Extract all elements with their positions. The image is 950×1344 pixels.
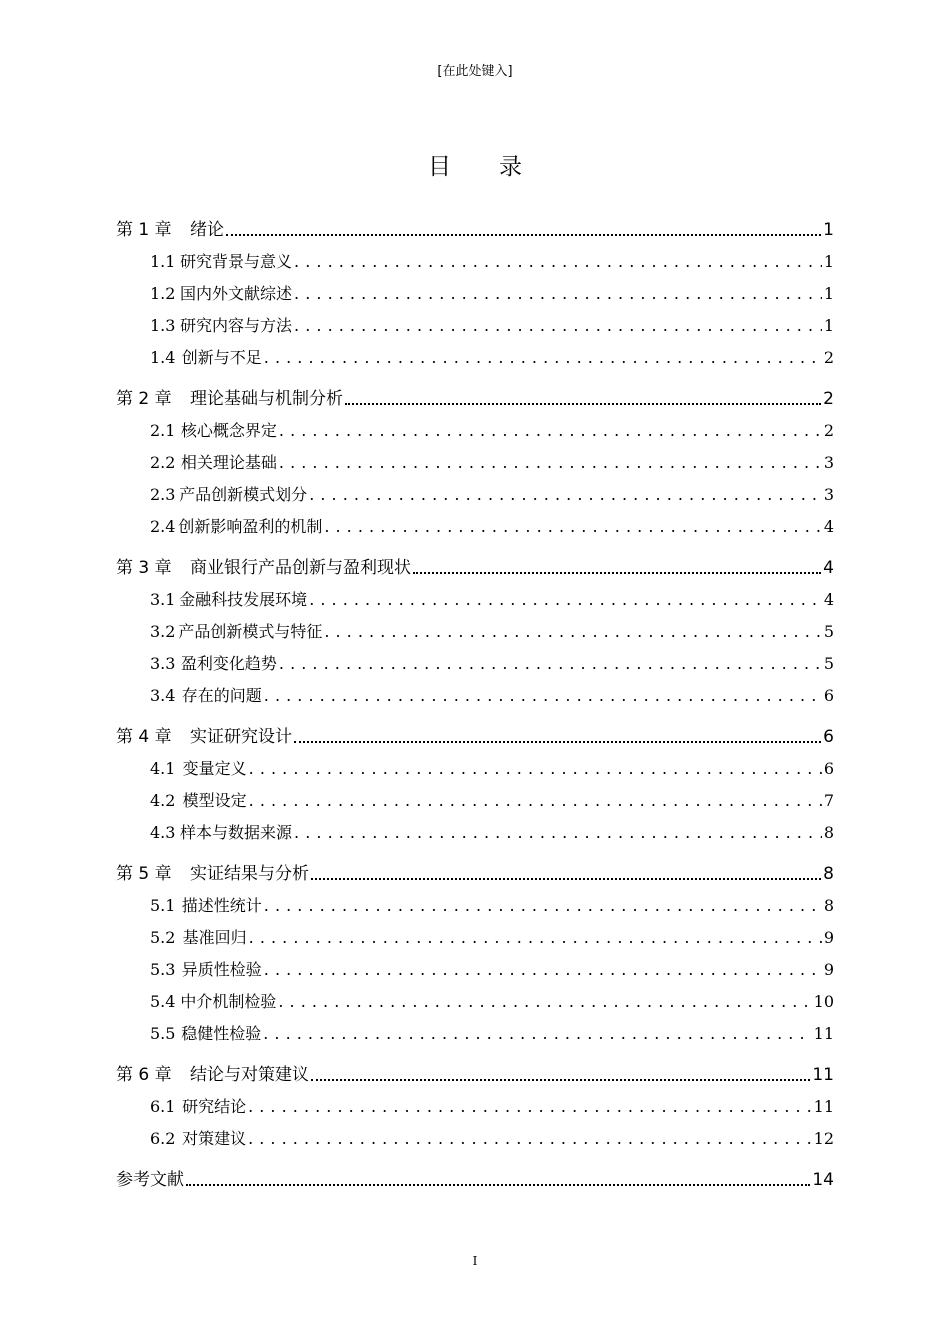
toc-section-entry[interactable]: [116, 1123, 834, 1155]
dot-leader: [186, 1184, 810, 1186]
section-page-number: 4: [823, 590, 834, 609]
section-number: 3.2: [150, 622, 176, 641]
section-number: 2.3: [150, 485, 176, 504]
section-title: 基准回归: [182, 928, 247, 947]
dot-leader: [324, 616, 821, 648]
dot-leader: [309, 479, 822, 511]
dot-leader: [264, 954, 822, 986]
section-title: 存在的问题: [181, 686, 262, 705]
chapter-page-number: 2: [823, 389, 834, 409]
dot-leader: [324, 511, 821, 543]
section-title: 研究内容与方法: [180, 316, 293, 335]
section-title: 创新影响盈利的机制: [178, 517, 323, 536]
section-page-number: 8: [823, 823, 834, 842]
section-page-number: 2: [823, 348, 834, 367]
toc-section-entry[interactable]: [116, 447, 834, 479]
section-number: 6.2: [150, 1129, 176, 1148]
chapter-number: 第 5 章: [116, 864, 172, 884]
section-title: 变量定义: [182, 759, 247, 778]
section-title: 盈利变化趋势: [180, 654, 277, 673]
dot-leader: [249, 753, 822, 785]
toc-chapter-entry[interactable]: [116, 721, 834, 753]
section-number: 4.3: [150, 823, 176, 842]
section-number: 2.4: [150, 517, 176, 536]
toc-section-entry[interactable]: [116, 616, 834, 648]
section-title: 国内外文献综述: [180, 284, 293, 303]
section-number: 4.2: [150, 791, 176, 810]
section-page-number: 7: [823, 791, 834, 810]
dot-leader: [248, 1091, 812, 1123]
section-title: 创新与不足: [181, 348, 262, 367]
chapter-number: 第 6 章: [116, 1065, 172, 1085]
toc-section-entry[interactable]: [116, 753, 834, 785]
dot-leader: [264, 680, 822, 712]
section-number: 4.1: [150, 759, 176, 778]
section-number: 1.3: [150, 316, 176, 335]
toc-section-entry[interactable]: [116, 986, 834, 1018]
dot-leader: [311, 1079, 810, 1081]
toc-chapter-entry[interactable]: [116, 383, 834, 415]
chapter-number: 第 1 章: [116, 220, 172, 240]
toc-references-entry[interactable]: [116, 1164, 834, 1196]
chapter-page-number: 8: [823, 864, 834, 884]
table-of-contents: [116, 214, 834, 1196]
chapter-title: 实证研究设计: [190, 727, 292, 747]
toc-section-entry[interactable]: [116, 680, 834, 712]
dot-leader: [294, 310, 822, 342]
section-number: 1.1: [150, 252, 176, 271]
chapter-page-number: 11: [812, 1065, 834, 1085]
section-page-number: 9: [823, 928, 834, 947]
toc-section-entry[interactable]: [116, 278, 834, 310]
section-title: 研究背景与意义: [180, 252, 293, 271]
toc-section-entry[interactable]: [116, 1018, 834, 1050]
toc-chapter-entry[interactable]: [116, 1059, 834, 1091]
dot-leader: [278, 986, 811, 1018]
section-number: 3.1: [150, 590, 176, 609]
section-number: 1.2: [150, 284, 176, 303]
chapter-page-number: 6: [823, 727, 834, 747]
section-title: 对策建议: [182, 1129, 247, 1148]
section-title: 模型设定: [182, 791, 247, 810]
section-page-number: 1: [823, 284, 834, 303]
dot-leader: [249, 922, 822, 954]
section-page-number: 3: [823, 485, 834, 504]
section-number: 3.3: [150, 654, 176, 673]
chapter-title: 绪论: [190, 220, 224, 240]
toc-section-entry[interactable]: [116, 890, 834, 922]
section-title: 研究结论: [182, 1097, 247, 1116]
dot-leader: [248, 1123, 812, 1155]
dot-leader: [279, 415, 822, 447]
section-page-number: 1: [823, 316, 834, 335]
dot-leader: [294, 278, 822, 310]
references-page-number: 14: [812, 1170, 834, 1190]
section-number: 5.4: [150, 992, 176, 1011]
section-page-number: 10: [813, 992, 834, 1011]
section-title: 稳健性检验: [181, 1024, 262, 1043]
section-number: 1.4: [150, 348, 176, 367]
chapter-title: 商业银行产品创新与盈利现状: [190, 558, 411, 578]
chapter-page-number: 4: [823, 558, 834, 578]
dot-leader: [226, 234, 821, 236]
section-page-number: 3: [823, 453, 834, 472]
toc-section-entry[interactable]: [116, 817, 834, 849]
section-page-number: 9: [823, 960, 834, 979]
section-number: 5.5: [150, 1024, 176, 1043]
toc-section-entry[interactable]: [116, 310, 834, 342]
references-title: 参考文献: [116, 1170, 184, 1190]
toc-section-entry[interactable]: [116, 415, 834, 447]
toc-section-entry[interactable]: [116, 648, 834, 680]
section-title: 相关理论基础: [180, 453, 277, 472]
chapter-title: 实证结果与分析: [190, 864, 309, 884]
section-page-number: 8: [823, 896, 834, 915]
section-page-number: 2: [823, 421, 834, 440]
section-number: 3.4: [150, 686, 176, 705]
section-page-number: 6: [823, 686, 834, 705]
section-title: 样本与数据来源: [180, 823, 293, 842]
dot-leader: [311, 878, 821, 880]
section-number: 2.2: [150, 453, 176, 472]
section-page-number: 4: [823, 517, 834, 536]
chapter-number: 第 2 章: [116, 389, 172, 409]
toc-chapter-entry[interactable]: [116, 552, 834, 584]
toc-section-entry[interactable]: [116, 584, 834, 616]
toc-section-entry[interactable]: [116, 954, 834, 986]
page-number-footer: I: [472, 1254, 478, 1268]
dot-leader: [264, 890, 822, 922]
dot-leader: [294, 741, 821, 743]
dot-leader: [294, 246, 822, 278]
dot-leader: [309, 584, 822, 616]
chapter-title: 结论与对策建议: [190, 1065, 309, 1085]
toc-section-entry[interactable]: [116, 922, 834, 954]
chapter-number: 第 3 章: [116, 558, 172, 578]
toc-chapter-entry[interactable]: [116, 214, 834, 246]
section-number: 5.3: [150, 960, 176, 979]
dot-leader: [264, 342, 822, 374]
section-page-number: 5: [823, 622, 834, 641]
section-title: 核心概念界定: [180, 421, 277, 440]
chapter-title: 理论基础与机制分析: [190, 389, 343, 409]
dot-leader: [249, 785, 822, 817]
section-title: 描述性统计: [181, 896, 262, 915]
toc-section-entry[interactable]: [116, 1091, 834, 1123]
dot-leader: [345, 403, 821, 405]
chapter-number: 第 4 章: [116, 727, 172, 747]
dot-leader: [413, 572, 821, 574]
section-number: 6.1: [150, 1097, 176, 1116]
toc-section-entry[interactable]: [116, 342, 834, 374]
section-page-number: 6: [823, 759, 834, 778]
dot-leader: [294, 817, 822, 849]
section-number: 5.1: [150, 896, 176, 915]
section-page-number: 1: [823, 252, 834, 271]
section-page-number: 5: [823, 654, 834, 673]
section-page-number: 11: [813, 1024, 834, 1043]
section-title: 产品创新模式划分: [179, 485, 308, 504]
dot-leader: [279, 648, 822, 680]
chapter-page-number: 1: [823, 220, 834, 240]
section-page-number: 11: [813, 1097, 834, 1116]
page-header: [在此处键入]: [437, 64, 513, 79]
toc-section-entry[interactable]: [116, 785, 834, 817]
toc-chapter-entry[interactable]: [116, 858, 834, 890]
section-number: 5.2: [150, 928, 176, 947]
dot-leader: [279, 447, 822, 479]
section-title: 异质性检验: [181, 960, 262, 979]
section-number: 2.1: [150, 421, 176, 440]
section-page-number: 12: [813, 1129, 834, 1148]
dot-leader: [263, 1018, 811, 1050]
toc-section-entry[interactable]: [116, 246, 834, 278]
section-title: 产品创新模式与特征: [178, 622, 323, 641]
section-title: 金融科技发展环境: [179, 590, 308, 609]
toc-title: 目录: [428, 154, 570, 180]
toc-section-entry[interactable]: [116, 511, 834, 543]
toc-section-entry[interactable]: [116, 479, 834, 511]
section-title: 中介机制检验: [180, 992, 277, 1011]
